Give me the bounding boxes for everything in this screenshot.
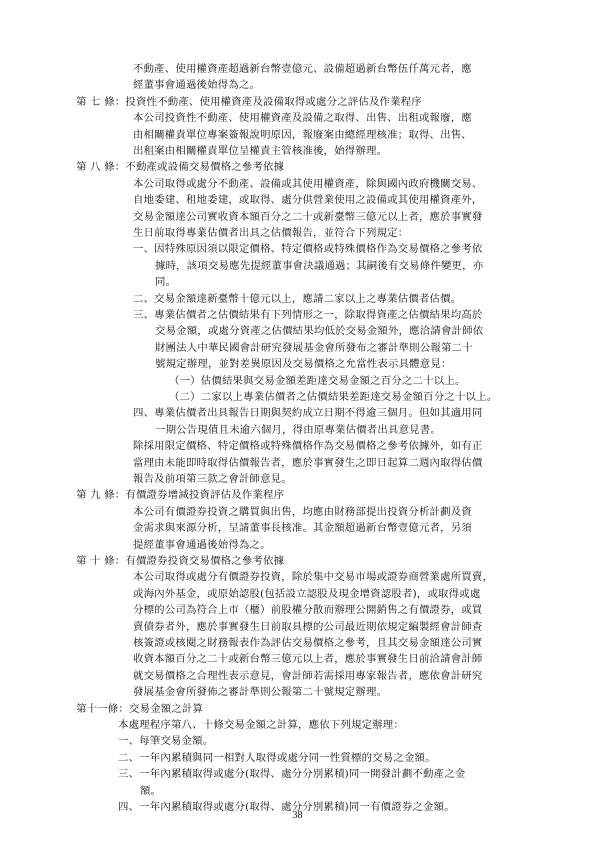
text-line: 一、每筆交易金額。 <box>118 735 214 748</box>
text-line: 除採用限定價格、特定價格或特殊價格作為交易價格之參考依據外，如有正 <box>133 440 483 453</box>
page-number: 38 <box>292 810 303 821</box>
text-line: 四、專業估價者出具報告日期與契約成立日期不得逾三個月。但如其適用同 <box>133 407 483 420</box>
text-line: 經董事會通過後始得為之。 <box>133 79 261 92</box>
text-line: 同。 <box>155 276 177 289</box>
text-line: 就交易價格之合理性表示意見，會計師若需採用專家報告者，應依會計研究 <box>133 669 483 682</box>
text-line: （一）估價結果與交易金額差距達交易金額之百分之二十以上。 <box>169 374 466 387</box>
text-line: 報告及前項第三款之會計師意見。 <box>133 473 292 485</box>
text-line: 一、因特殊原因須以限定價格、特定價格或特殊價格作為交易價格之參考依 <box>133 243 483 256</box>
text-line: 當理由未能即時取得估價報告者，應於事實發生之即日起算二週內取得估價 <box>133 456 483 469</box>
text-line: 本公司投資性不動產、使用權資產及設備之取得、出售、出租或報廢，應 <box>133 112 472 125</box>
text-line: 不動產、使用權資產超過新台幣壹億元、設備超過新台幣伍仟萬元者，應 <box>133 63 472 75</box>
text-line: 出租案由相關權責單位呈權責主管核准後，始得辦理。 <box>133 145 388 157</box>
text-line: 交易金額，或處分資產之估價結果均低於交易金額外，應洽請會計師依 <box>155 325 484 338</box>
text-line: 第 七 條：投資性不動產、使用權資產及設備取得或處分之評估及作業程序 <box>76 95 422 108</box>
text-line: 分標的公司為符合上市（櫃）前股權分散而辦理公開銷售之有價證券，或買 <box>133 604 483 617</box>
text-line: 本公司有價證券投資之購買與出售，均應由財務部提出投資分析計劃及資 <box>133 505 472 518</box>
text-line: 或海內外基金，或原始認股(包括設立認股及現金增資認股者)，或取得或處 <box>133 587 481 600</box>
text-line: 自地委建、租地委建，或取得、處分供營業使用之設備或其使用權資產外， <box>133 194 483 207</box>
text-line: 生日前取得專業估價者出具之估價報告，並符合下列規定： <box>133 227 409 239</box>
text-line: 三、一年內累積取得或處分(取得、處分分別累積)同一開發計劃不動產之金 <box>118 768 466 781</box>
text-line: 本公司取得或處分有價證券投資，除於集中交易市場或證券商營業處所買賣， <box>133 571 494 584</box>
text-line: 額。 <box>140 784 162 797</box>
text-line: 核簽證或核閱之財務報表作為評估交易價格之參考，且其交易金額達公司實 <box>133 637 483 649</box>
text-line: 交易金額達公司實收資本額百分之二十或新臺幣三億元以上者，應於事實發 <box>133 210 483 223</box>
text-line: 三、專業估價者之估價結果有下列情形之一，除取得資產之估價結果均高於 <box>133 309 483 321</box>
text-line: 本公司取得或處分不動產、設備或其使用權資產，除與國內政府機關交易、 <box>133 177 483 190</box>
text-line: 號規定辦理，並對差異原因及交易價格之允當性表示具體意見： <box>155 358 452 371</box>
text-line: 提經董事會通過後始得為之。 <box>133 538 271 551</box>
text-line: 第 九 條：有價證券增減投資評估及作業程序 <box>76 489 285 502</box>
text-line: （二）二家以上專業估價者之估價結果差距達交易金額百分之十以上。 <box>169 391 498 403</box>
text-line: 據時，該項交易應先提經董事會決議通過；其嗣後有交易條件變更，亦 <box>155 259 484 272</box>
text-line: 四、一年內累積取得或處分(取得、處分分別累積)同一有價證券之金額。 <box>118 801 455 813</box>
text-line: 二、一年內累積與同一相對人取得或處分同一性質標的交易之金額。 <box>118 751 436 764</box>
text-line: 第 十 條：有價證券投資交易價格之參考依據 <box>76 555 285 567</box>
text-line: 發展基金會所發佈之審計準則公報第二十號規定辦理。 <box>133 686 388 699</box>
text-line: 由相關權責單位專案簽報說明原因，報廢案由總經理核准；取得、出售、 <box>133 128 472 141</box>
text-line: 財團法人中華民國會計研究發展基金會所發布之審計準則公報第二十 <box>155 341 473 354</box>
text-line: 一期公告現值且未逾六個月，得由原專業估價者出具意見書。 <box>155 423 441 436</box>
text-line: 本處理程序第八、十條交易金額之計算，應依下列規定辦理： <box>118 719 404 731</box>
text-line: 賣債券者外，應於事實發生日前取具標的公司最近期依規定編製經會計師查 <box>133 620 483 633</box>
text-line: 收資本額百分之二十或新台幣三億元以上者，應於事實發生日前洽請會計師 <box>133 653 483 666</box>
text-line: 金需求與來源分析，呈請董事長核准。其金額超過新台幣壹億元者，另須 <box>133 522 472 535</box>
text-line: 二、交易金額達新臺幣十億元以上，應請二家以上之專業估價者估價。 <box>133 292 462 305</box>
text-line: 第 八 條：不動產或設備交易價格之參考依據 <box>76 161 285 174</box>
text-line: 第十一條：交易金額之計算 <box>76 702 204 715</box>
